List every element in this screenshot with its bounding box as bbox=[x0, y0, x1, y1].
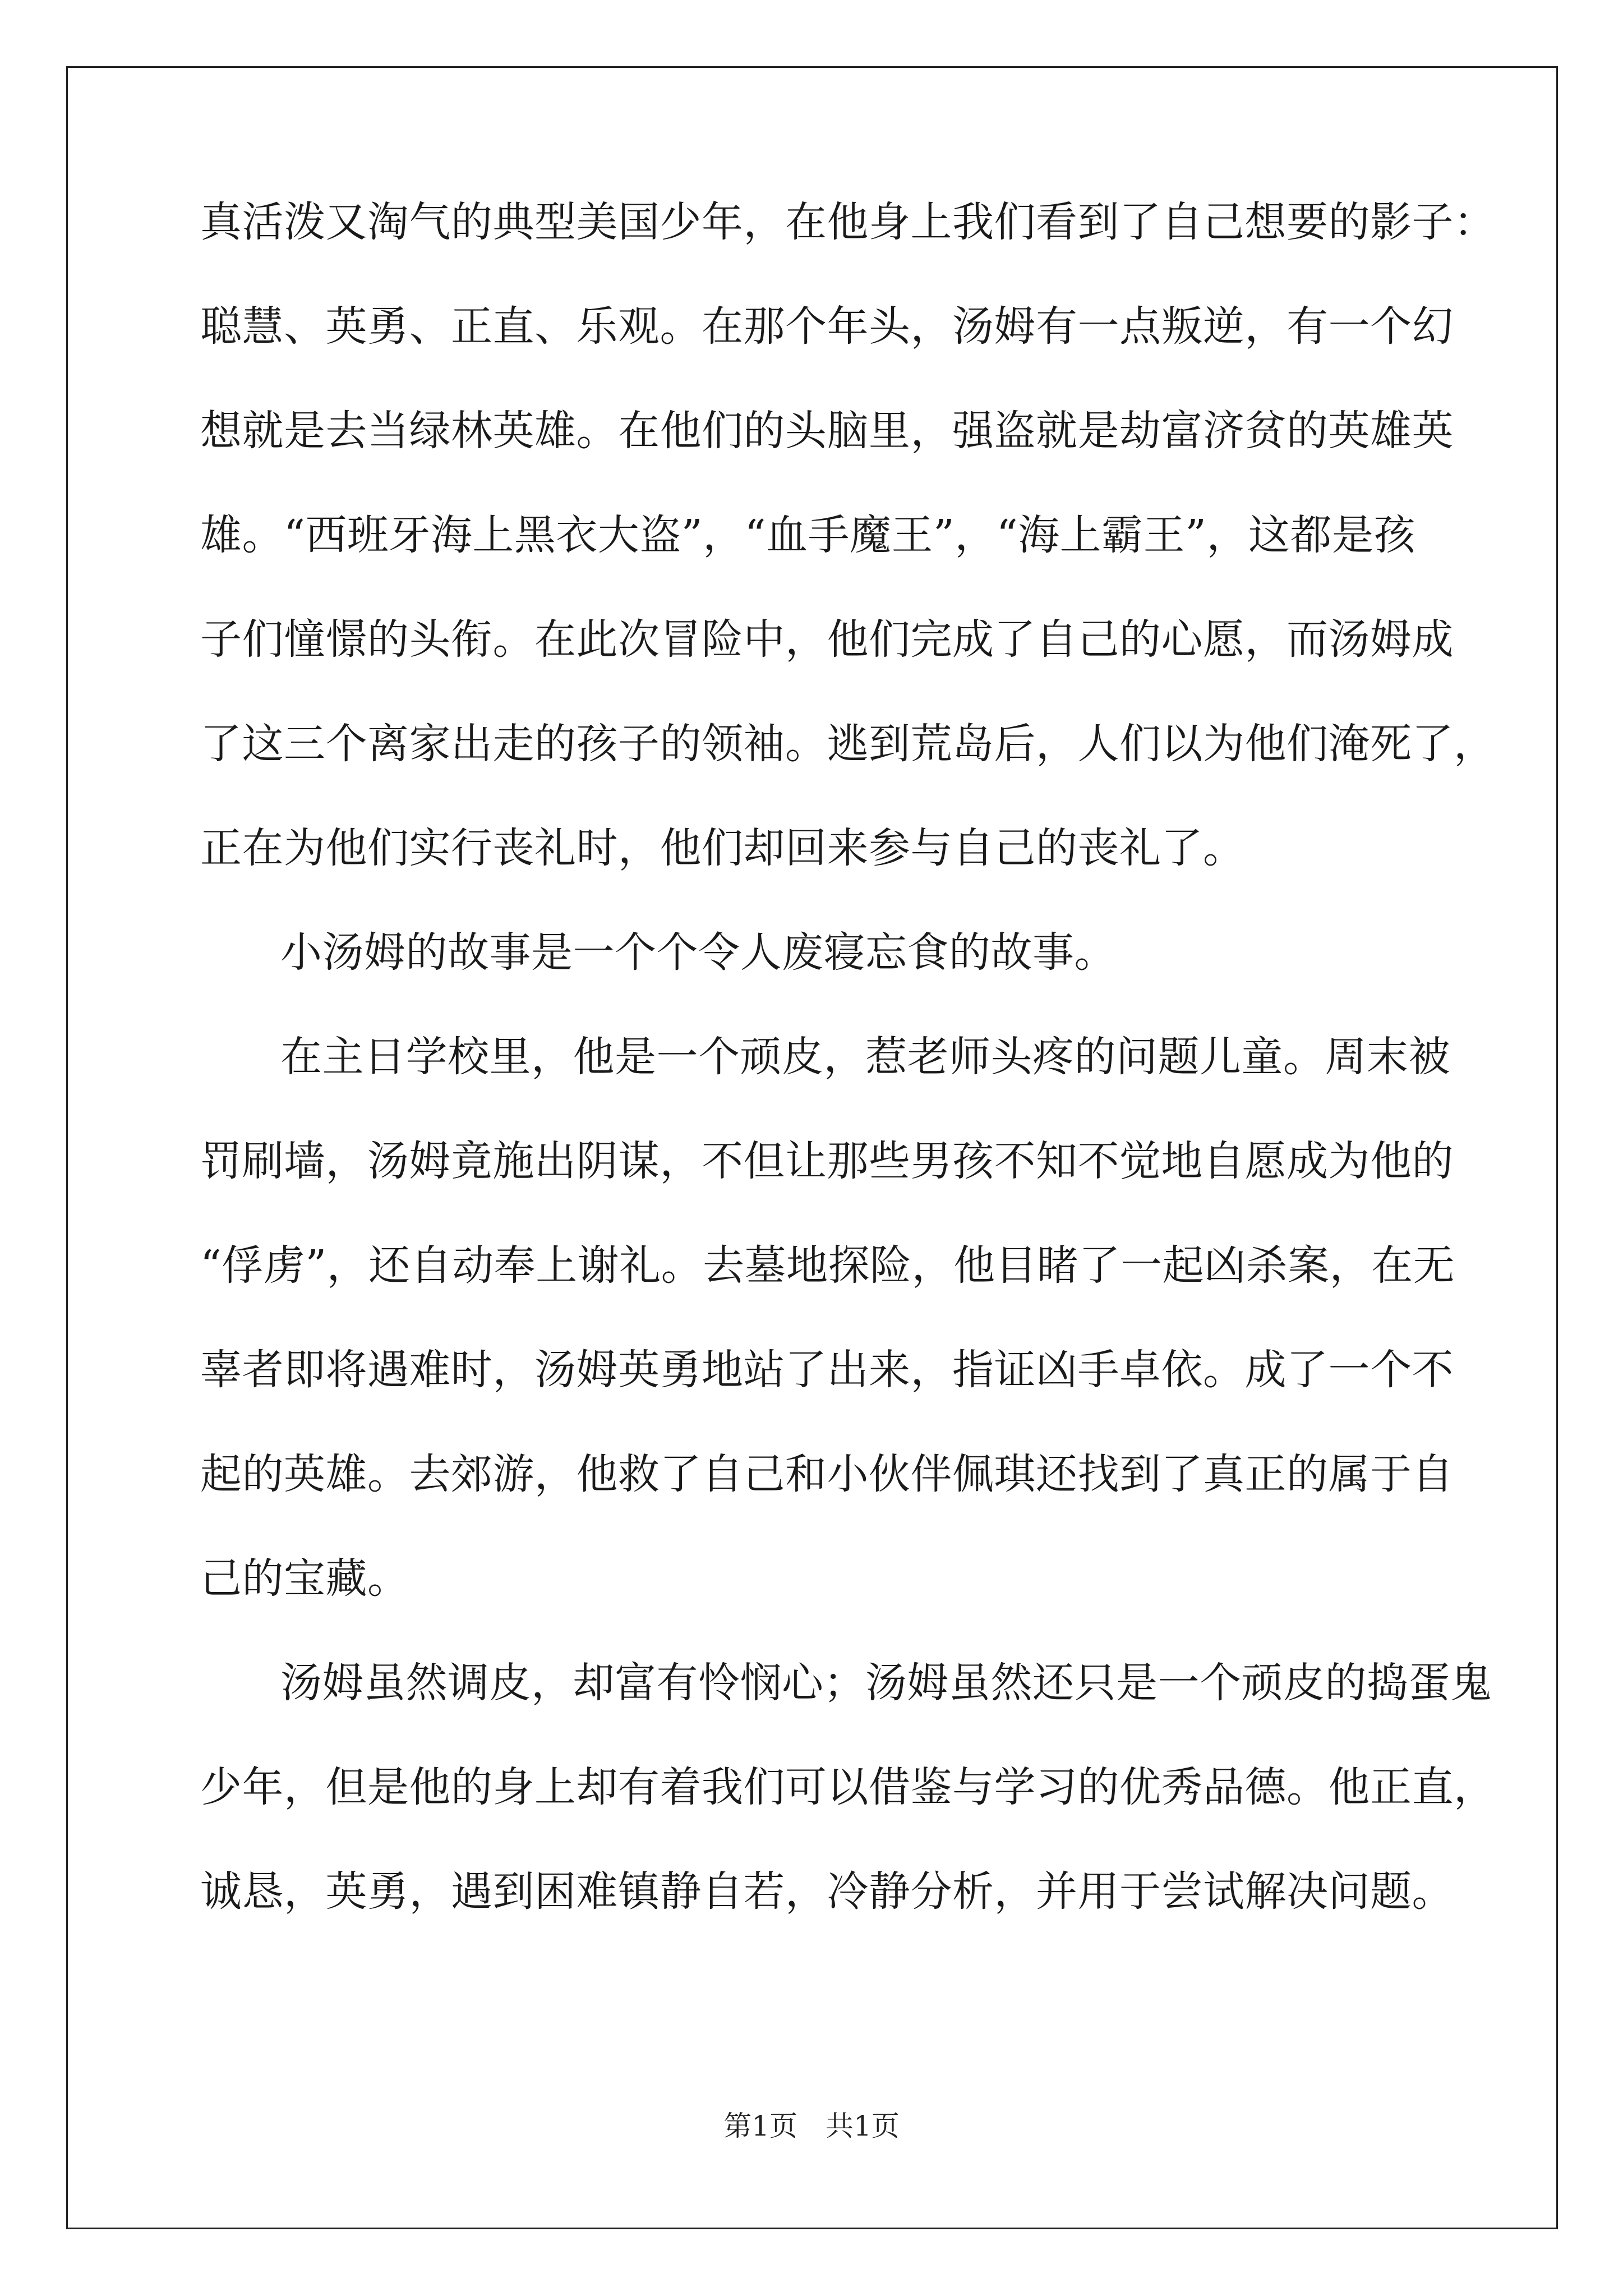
text-line-11: “俘虏”，还自动奉上谢礼。去墓地探险，他目睹了一起凶杀案，在无 bbox=[200, 1241, 1455, 1290]
text-line-17: 诚恳，英勇，遇到困难镇静自若，冷静分析，并用于尝试解决问题。 bbox=[200, 1867, 1454, 1916]
text-line-13: 起的英雄。去郊游，他救了自己和小伙伴佩琪还找到了真正的属于自 bbox=[200, 1450, 1454, 1498]
text-line-12: 辜者即将遇难时，汤姆英勇地站了出来，指证凶手卓依。成了一个不 bbox=[200, 1346, 1454, 1394]
text-line-1: 真活泼又淘气的典型美国少年，在他身上我们看到了自己想要的影子： bbox=[200, 198, 1496, 246]
text-line-6: 了这三个离家出走的孩子的领袖。逃到荒岛后，人们以为他们淹死了， bbox=[200, 720, 1496, 768]
text-line-9: 在主日学校里，他是一个顽皮，惹老师头疼的问题儿童。周末被 bbox=[280, 1033, 1450, 1081]
text-line-15: 汤姆虽然调皮，却富有怜悯心；汤姆虽然还只是一个顽皮的捣蛋鬼 bbox=[280, 1659, 1492, 1707]
text-line-8: 小汤姆的故事是一个个令人废寝忘食的故事。 bbox=[280, 928, 1116, 977]
text-line-5: 子们憧憬的头衔。在此次冒险中，他们完成了自己的心愿，而汤姆成 bbox=[200, 615, 1454, 664]
text-line-10: 罚刷墙，汤姆竟施出阴谋，不但让那些男孩不知不觉地自愿成为他的 bbox=[200, 1137, 1454, 1185]
text-line-3: 想就是去当绿林英雄。在他们的头脑里，强盗就是劫富济贫的英雄英 bbox=[200, 407, 1454, 455]
text-line-2: 聪慧、英勇、正直、乐观。在那个年头，汤姆有一点叛逆，有一个幻 bbox=[200, 302, 1454, 351]
text-line-14: 己的宝藏。 bbox=[200, 1554, 409, 1603]
page-footer: 第1页 共1页 bbox=[723, 2110, 900, 2142]
text-line-4: 雄。“西班牙海上黑衣大盗”，“血手魔王”，“海上霸王”，这都是孩 bbox=[200, 511, 1415, 559]
text-line-16: 少年，但是他的身上却有着我们可以借鉴与学习的优秀品德。他正直， bbox=[200, 1763, 1496, 1811]
text-line-7: 正在为他们实行丧礼时，他们却回来参与自己的丧礼了。 bbox=[200, 824, 1245, 872]
